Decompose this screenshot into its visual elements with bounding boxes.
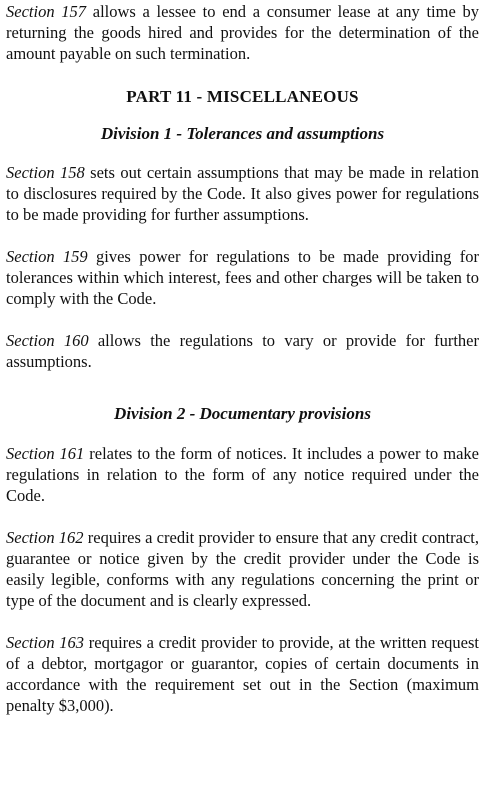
paragraph-text: gives power for regulations to be made providing for tolerances within which interest, fees and other charges will be taken to comply with the Code.: [6, 247, 479, 308]
paragraph-text: sets out certain assumptions that may be made in relation to disclosures required by the Code. It also gives power for regulations to be made providing for further assumptions.: [6, 163, 479, 224]
paragraph-text: requires a credit provider to provide, at the written request of a debtor, mortgagor or guarantor, copies of certain documents in accordance with the requirement set out in the Section (maximum penalty $3,000).: [6, 633, 479, 715]
paragraph-section-159: [6, 246, 479, 309]
paragraph-section-157: [6, 1, 479, 64]
paragraph-text: allows the regulations to vary or provide for further assumptions.: [6, 331, 479, 371]
paragraph-section-162: [6, 527, 479, 611]
section-ref: Section 159: [6, 247, 88, 266]
paragraph-section-158: [6, 162, 479, 225]
paragraph-text: relates to the form of notices. It includes a power to make regulations in relation to the form of any notice required under the Code.: [6, 444, 479, 505]
section-ref: Section 163: [6, 633, 85, 652]
section-ref: Section 160: [6, 331, 89, 350]
section-ref: Section 162: [6, 528, 84, 547]
paragraph-section-163: [6, 632, 479, 716]
paragraph-text: requires a credit provider to ensure that any credit contract, guarantee or notice given by the credit provider under the Code is easily legible, conforms with any regulations concerning the print or type of the document and is clearly expressed.: [6, 528, 479, 610]
division-2-heading: Division 2 - Documentary provisions: [114, 404, 371, 423]
section-ref: Section 158: [6, 163, 85, 182]
paragraph-text: allows a lessee to end a consumer lease at any time by returning the goods hired and provides for the determination of the amount payable on such termination.: [6, 2, 479, 63]
part-heading: PART 11 - MISCELLANEOUS: [126, 87, 359, 106]
paragraph-section-161: [6, 443, 479, 506]
section-ref: Section 161: [6, 444, 85, 463]
paragraph-section-160: [6, 330, 479, 372]
division-1-heading: Division 1 - Tolerances and assumptions: [100, 124, 385, 143]
section-ref: Section 157: [6, 2, 87, 21]
